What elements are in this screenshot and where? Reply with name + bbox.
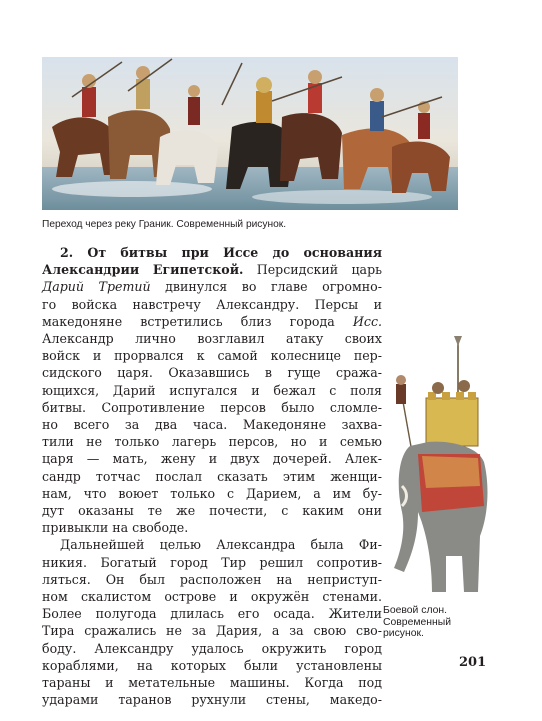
body-line: дут оказаны те же почести, с каким они (42, 503, 382, 519)
body-line: тараны и метательные машины. Когда под (42, 675, 382, 691)
side-caption-line: Современный (383, 616, 452, 628)
body-line: Более полугода длилась его осада. Жители (42, 606, 382, 622)
city-name: Исс. (352, 313, 382, 329)
text-fragment: двинулся во главе огромно- (150, 279, 382, 295)
body-line: царя — мать, жену и двух дочерей. Алек- (42, 451, 382, 467)
body-line: ном скалистом острове и окружён стенами. (42, 589, 382, 605)
body-line: ющихся, Дарий испугался и бежал с поля (42, 382, 382, 398)
text-fragment: македоняне встретились близ города (42, 313, 353, 329)
body-line: сандр тотчас послал сказать этим женщи- (42, 468, 382, 484)
body-line (42, 278, 382, 295)
person-name: Дарий Третий (42, 279, 151, 295)
body-line: Дальнейшей целью Александра была Фи- (60, 537, 382, 553)
body-line: сидского царя. Оказавшись в гуще сража- (42, 365, 382, 381)
body-line: тили не только лагерь персов, но и семью (42, 434, 382, 450)
page-number: 201 (459, 655, 487, 670)
figure-caption: Переход через реку Граник. Современный рисунок. (42, 219, 287, 230)
side-caption-line: рисунок. (383, 628, 424, 640)
body-line: го войска навстречу Александру. Персы и (42, 296, 382, 312)
side-caption-line: Боевой слон. (383, 605, 448, 616)
body-line: битвы. Сопротивление персов было сломле- (42, 399, 382, 415)
section-heading-line-2: Александрии Египетской. (42, 262, 244, 278)
text-fragment: Персидский царь (243, 262, 382, 278)
body-line: Тира сражались не за Дария, а за свою сво- (42, 623, 382, 639)
body-line: нам, что воюет только с Дарием, а им бу- (42, 485, 382, 501)
body-line: кораблями, на которых были установлены (42, 657, 382, 673)
body-line: никия. Богатый город Тир решил сопротив- (42, 554, 382, 570)
article-body (42, 244, 382, 708)
body-line: Александр лично возглавил атаку своих (42, 331, 382, 347)
body-line: войск и прорвался к самой колеснице пер- (42, 348, 382, 364)
body-line: привыкли на свободе. (42, 520, 189, 536)
granicus-battle-illustration (42, 57, 458, 210)
section-heading-line-1: 2. От битвы при Иссе до основания (60, 245, 382, 260)
body-line (42, 313, 382, 330)
war-elephant-illustration (388, 336, 492, 598)
body-line: ляться. Он был расположен на неприступ- (42, 571, 382, 587)
body-line: боду. Александру удалось окружить город (42, 640, 382, 656)
body-line (42, 261, 382, 278)
side-figure-caption (383, 605, 503, 640)
body-line: ударами таранов рухнули стены, македо- (42, 692, 382, 708)
body-line: но всего за два часа. Македоняне захва- (42, 417, 382, 433)
